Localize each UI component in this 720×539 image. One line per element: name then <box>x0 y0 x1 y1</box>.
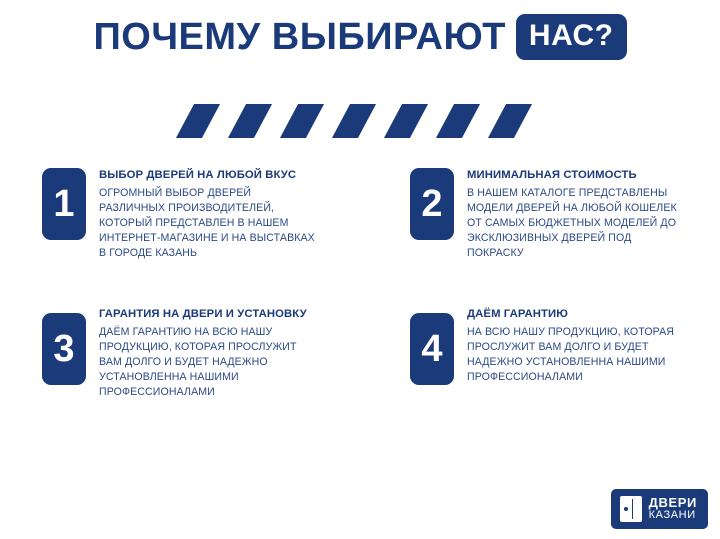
feature-item-4 <box>362 307 682 400</box>
feature-row <box>42 307 682 400</box>
page-title <box>93 14 626 60</box>
brand-logo-text <box>649 496 697 521</box>
feature-text-block <box>86 307 318 400</box>
feature-number-badge: 3 <box>42 313 86 385</box>
feature-number-badge: 4 <box>410 313 454 385</box>
feature-description: В НАШЕМ КАТАЛОГЕ ПРЕДСТАВЛЕНЫ МОДЕЛИ ДВЕРЕЙ НА ЛЮБОЙ КОШЕЛЕК ОТ САМЫХ БЮДЖЕТНЫХ МОДЕЛЕЙ ДО ЭКСКЛЮЗИВНЫХ ДВЕРЕЙ ПОД ПОКРАСКУ <box>467 186 677 259</box>
brand-logo <box>611 489 708 529</box>
stripe <box>384 104 428 138</box>
feature-item-3 <box>42 307 362 400</box>
brand-logo-line2: КАЗАНИ <box>648 509 696 522</box>
feature-title: ДАЁМ ГАРАНТИЮ <box>467 307 568 320</box>
page-title-badge: НАС? <box>516 14 627 60</box>
brand-logo-line1: ДВЕРИ <box>648 495 697 511</box>
feature-description: НА ВСЮ НАШУ ПРОДУКЦИЮ, КОТОРАЯ ПРОСЛУЖИТ ВАМ ДОЛГО И БУДЕТ НАДЕЖНО УСТАНОВЛЕННА НАШИМИ ПРОФЕССИОНАЛАМИ <box>467 325 675 383</box>
feature-text-block <box>454 168 682 261</box>
feature-row <box>42 168 682 261</box>
feature-number-badge: 2 <box>410 168 454 240</box>
door-icon <box>620 496 642 522</box>
feature-item-1 <box>42 168 362 261</box>
feature-grid <box>42 168 682 400</box>
feature-title: ВЫБОР ДВЕРЕЙ НА ЛЮБОЙ ВКУС <box>99 169 297 181</box>
stripe <box>228 104 272 138</box>
feature-item-2 <box>362 168 682 261</box>
feature-text-block <box>454 307 682 385</box>
feature-title: МИНИМАЛЬНАЯ СТОИМОСТЬ <box>467 169 637 181</box>
feature-number-badge: 1 <box>42 168 86 240</box>
feature-title: ГАРАНТИЯ НА ДВЕРИ И УСТАНОВКУ <box>99 307 307 320</box>
stripe <box>280 104 324 138</box>
stripe <box>176 104 220 138</box>
stripe <box>488 104 532 138</box>
feature-description: ДАЁМ ГАРАНТИЮ НА ВСЮ НАШУ ПРОДУКЦИЮ, КОТОРАЯ ПРОСЛУЖИТ ВАМ ДОЛГО И БУДЕТ НАДЕЖНО УСТАНОВЛЕННА НАШИМИ ПРОФЕССИОНАЛАМИ <box>99 325 297 398</box>
diagonal-stripes-icon <box>185 104 535 138</box>
stripe <box>332 104 376 138</box>
page-title-main: ПОЧЕМУ ВЫБИРАЮТ <box>93 16 506 58</box>
page-header <box>0 14 720 60</box>
feature-text-block <box>86 168 318 261</box>
stripe <box>436 104 480 138</box>
feature-description: ОГРОМНЫЙ ВЫБОР ДВЕРЕЙ РАЗЛИЧНЫХ ПРОИЗВОДИТЕЛЕЙ, КОТОРЫЙ ПРЕДСТАВЛЕН В НАШЕМ ИНТЕРНЕТ-МАГАЗИНЕ И НА ВЫСТАВКАХ В ГОРОДЕ КАЗАНЬ <box>99 186 315 259</box>
